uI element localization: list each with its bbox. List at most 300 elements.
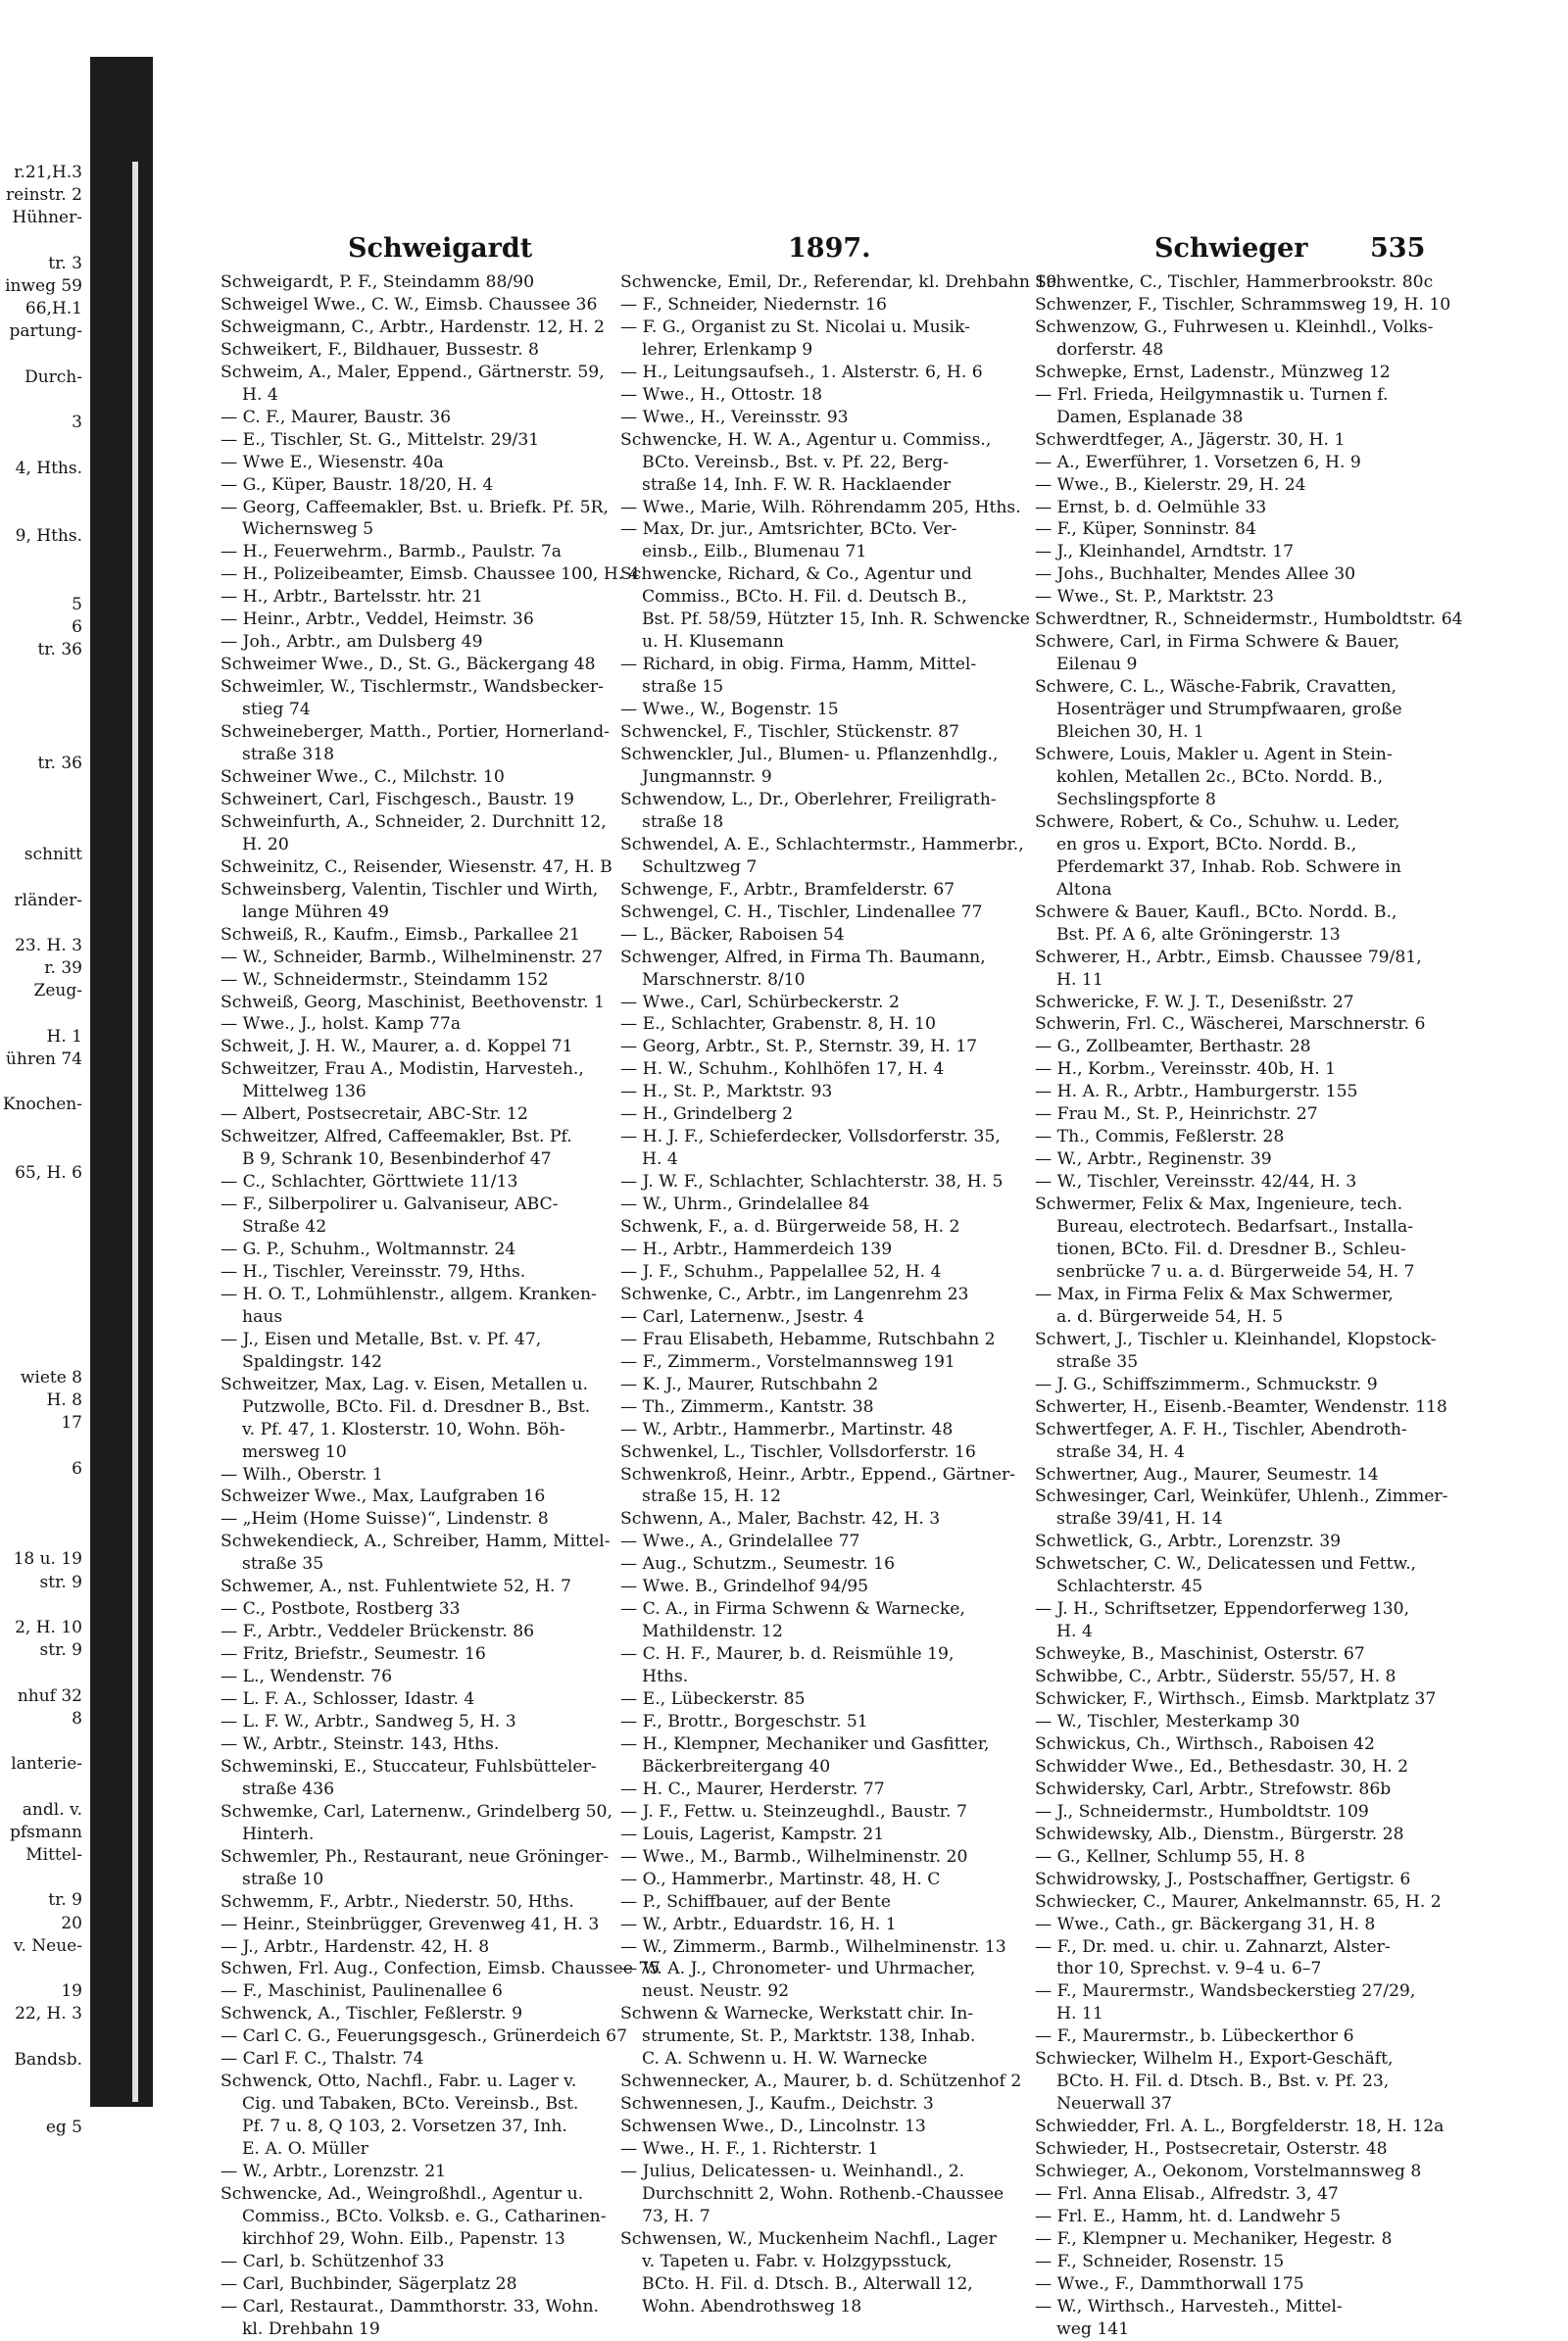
directory-entry-line: — Wwe., W., Bogenstr. 15 (620, 700, 839, 720)
directory-entry-line: — O., Hammerbr., Martinstr. 48, H. C (620, 1869, 941, 1889)
directory-entry-line: u. H. Klusemann (642, 632, 784, 653)
directory-entry-line: — Max, Dr. jur., Amtsrichter, BCto. Ver- (620, 519, 957, 540)
directory-entry-line: Altona (1056, 879, 1112, 900)
directory-entry-line: — J. F., Fettw. u. Steinzeughdl., Baustr. 7 (620, 1801, 967, 1822)
directory-entry-line: Schwemke, Carl, Laternenw., Grindelberg 50, (220, 1801, 612, 1822)
directory-entry-line: Schwengel, C. H., Tischler, Lindenallee 77 (620, 902, 983, 922)
directory-entry-line: Schwensen, W., Muckenheim Nachfl., Lager (620, 2228, 997, 2249)
directory-entry-line: Schwieger, A., Oekonom, Vorstelmannsweg 8 (1035, 2162, 1422, 2182)
directory-entry-line: Schwenge, F., Arbtr., Bramfelderstr. 67 (620, 879, 956, 900)
previous-page-fragment: v. Neue- (13, 1935, 82, 1956)
previous-page-fragment (0, 389, 86, 412)
directory-entry-line: — W., Arbtr., Hammerbr., Martinstr. 48 (620, 1419, 954, 1439)
previous-page-fragment (0, 685, 86, 707)
previous-page-fragment (0, 1435, 86, 1457)
directory-entry-line: Schweiß, R., Kaufm., Eimsb., Parkallee 21 (220, 924, 580, 945)
directory-entry-line: Schweinsberg, Valentin, Tischler und Wirth, (220, 879, 599, 900)
previous-page-fragment: tr. 3 (48, 253, 82, 273)
directory-entry-line: — J. W. F., Schlachter, Schlachterstr. 38, H. 5 (620, 1172, 1004, 1193)
previous-page-fragment: 19 (61, 1981, 82, 2002)
directory-entry-line: 73, H. 7 (642, 2206, 710, 2226)
directory-entry-line: Schwemler, Ph., Restaurant, neue Gröninger- (220, 1846, 610, 1867)
directory-entry-line: kirchhof 29, Wohn. Eilb., Papenstr. 13 (242, 2228, 565, 2249)
directory-entry-line: Schwerer, H., Arbtr., Eimsb. Chaussee 79/81, (1035, 947, 1422, 967)
directory-entry-line: Schwenckel, F., Tischler, Stückenstr. 87 (620, 722, 959, 743)
directory-entry-line: Schwermer, Felix & Max, Ingenieure, tech. (1035, 1195, 1403, 1215)
previous-page-edge (0, 162, 86, 2138)
previous-page-fragment: andl. v. (22, 1799, 82, 1820)
previous-page-fragment: nhuf 32 (17, 1685, 82, 1706)
directory-column-2 (620, 271, 1057, 2318)
directory-entry-line: Schwenck, A., Tischler, Feßlerstr. 9 (220, 2004, 523, 2024)
directory-entry-line: — L. F. A., Schlosser, Idastr. 4 (220, 1689, 475, 1710)
directory-entry-line: — E., Tischler, St. G., Mittelstr. 29/31 (220, 429, 540, 450)
directory-entry-line: Schweigardt, P. F., Steindamm 88/90 (220, 272, 535, 292)
directory-entry-line: Schultzweg 7 (642, 856, 758, 877)
directory-entry-line: — H., St. P., Marktstr. 93 (620, 1082, 833, 1102)
directory-entry-line: — Ernst, b. d. Oelmühle 33 (1035, 497, 1267, 517)
directory-entry-line: — Th., Zimmerm., Kantstr. 38 (620, 1396, 874, 1417)
previous-page-fragment (0, 571, 86, 594)
directory-entry-line: — J., Eisen und Metalle, Bst. v. Pf. 47, (220, 1329, 542, 1349)
directory-entry-line: B 9, Schrank 10, Besenbinderhof 47 (242, 1149, 552, 1170)
previous-page-fragment (0, 707, 86, 730)
directory-entry-line: — J. H., Schriftsetzer, Eppendorferweg 130, (1035, 1599, 1410, 1620)
directory-entry-line: Schwenckler, Jul., Blumen- u. Pflanzenhdlg., (620, 745, 999, 765)
directory-entry-line: Schwidewsky, Alb., Dienstm., Bürgerstr. 28 (1035, 1824, 1404, 1844)
directory-entry-line: straße 10 (242, 1869, 324, 1889)
previous-page-fragment: rländer- (14, 890, 82, 910)
directory-entry-line: — Fritz, Briefstr., Seumestr. 16 (220, 1644, 486, 1665)
directory-entry-line: — J., Arbtr., Hardenstr. 42, H. 8 (220, 1936, 490, 1957)
directory-entry-line: — A., Ewerführer, 1. Vorsetzen 6, H. 9 (1035, 452, 1361, 472)
directory-entry-line: Mathildenstr. 12 (642, 1622, 783, 1642)
directory-entry-line: — F., Küper, Sonninstr. 84 (1035, 519, 1256, 540)
binding-shadow (90, 57, 153, 2107)
directory-entry-line: BCto. H. Fil. d. Dtsch. B., Bst. v. Pf. 23, (1056, 2072, 1390, 2092)
directory-entry-line: — Joh., Arbtr., am Dulsberg 49 (220, 632, 483, 653)
previous-page-fragment (0, 1003, 86, 1026)
directory-entry-line: Schwenkel, L., Tischler, Vollsdorferstr. 16 (620, 1441, 976, 1462)
previous-page-fragment: Mittel- (25, 1845, 82, 1866)
directory-entry-line: Schwencke, H. W. A., Agentur u. Commiss., (620, 429, 992, 450)
directory-entry-line: — F., Schneider, Niedernstr. 16 (620, 294, 887, 315)
directory-entry-line: Schweit, J. H. W., Maurer, a. d. Koppel 71 (220, 1037, 573, 1057)
directory-entry-line: Schwidrowsky, J., Postschaffner, Gertigstr. 6 (1035, 1869, 1411, 1889)
directory-entry-line: H. 20 (242, 834, 289, 854)
directory-entry-line: — W., Tischler, Mesterkamp 30 (1035, 1712, 1300, 1731)
directory-entry-line: — W., Schneidermstr., Steindamm 152 (220, 969, 549, 990)
directory-entry-line: straße 15, H. 12 (642, 1487, 781, 1507)
directory-entry-line: BCto. H. Fil. d. Dtsch. B., Alterwall 12, (642, 2273, 973, 2294)
directory-entry-line: Schwenzer, F., Tischler, Schrammsweg 19, H. 10 (1035, 294, 1451, 315)
previous-page-fragment (0, 1594, 86, 1617)
directory-entry-line: — H., Klempner, Mechaniker und Gasfitter, (620, 1733, 990, 1754)
directory-entry-line: — W., Uhrm., Grindelallee 84 (620, 1195, 870, 1215)
directory-entry-line: — L. F. W., Arbtr., Sandweg 5, H. 3 (220, 1712, 516, 1731)
directory-entry-line: — Wwe., M., Barmb., Wilhelminenstr. 20 (620, 1846, 968, 1867)
directory-entry-line: — H., Tischler, Vereinsstr. 79, Hths. (220, 1261, 526, 1282)
directory-entry-line: Schwepke, Ernst, Ladenstr., Münzweg 12 (1035, 362, 1391, 382)
previous-page-fragment (0, 1253, 86, 1276)
directory-entry-line: Schwemm, F., Arbtr., Niederstr. 50, Hths. (220, 1891, 574, 1912)
directory-entry-line: — Wwe E., Wiesenstr. 40a (220, 452, 444, 472)
directory-entry-line: — H. O. T., Lohmühlenstr., allgem. Kranken- (220, 1284, 597, 1304)
directory-entry-line: Schweimler, W., Tischlermstr., Wandsbecker- (220, 677, 604, 698)
directory-entry-line: — Julius, Delicatessen- u. Weinhandl., 2. (620, 2162, 965, 2182)
previous-page-fragment (0, 775, 86, 798)
previous-page-fragment: H. 8 (46, 1390, 82, 1410)
directory-entry-line: Schwencke, Richard, & Co., Agentur und (620, 564, 972, 585)
directory-entry-line: mersweg 10 (242, 1441, 347, 1462)
directory-entry-line: — Frl. Anna Elisab., Alfredstr. 3, 47 (1035, 2184, 1339, 2205)
previous-page-fragment: partung- (9, 321, 82, 342)
directory-entry-line: — W., Arbtr., Lorenzstr. 21 (220, 2162, 447, 2182)
previous-page-fragment: 6 (72, 617, 82, 638)
directory-entry-line: straße 436 (242, 1779, 335, 1799)
directory-entry-line: einsb., Eilb., Blumenau 71 (642, 542, 867, 562)
directory-entry-line: straße 39/41, H. 14 (1056, 1509, 1223, 1530)
previous-page-fragment: r. 39 (44, 958, 82, 979)
directory-entry-line: — Th., Commis, Feßlerstr. 28 (1035, 1127, 1285, 1147)
directory-entry-line: Schlachterstr. 45 (1056, 1577, 1203, 1597)
previous-page-fragment: wiete 8 (20, 1367, 82, 1388)
directory-entry-line: weg 141 (1056, 2318, 1130, 2339)
directory-entry-line: Commiss., BCto. Volksb. e. G., Catharinen- (242, 2206, 607, 2226)
directory-entry-line: — Aug., Schutzm., Seumestr. 16 (620, 1554, 896, 1575)
previous-page-fragment (0, 1526, 86, 1548)
directory-entry-line: Sechslingspforte 8 (1056, 789, 1216, 809)
previous-page-fragment: r.21,H.3 (14, 163, 82, 182)
directory-entry-line: — F., Schneider, Rosenstr. 15 (1035, 2251, 1285, 2271)
directory-entry-line: Hinterh. (242, 1824, 315, 1844)
directory-entry-line: Damen, Esplanade 38 (1056, 407, 1244, 427)
previous-page-fragment (0, 912, 86, 935)
page-number: 535 (1370, 233, 1426, 264)
directory-entry-line: — W., Wirthsch., Harvesteh., Mittel- (1035, 2296, 1343, 2317)
previous-page-fragment: 20 (61, 1913, 82, 1933)
directory-entry-line: — W., Arbtr., Steinstr. 143, Hths. (220, 1733, 500, 1754)
directory-entry-line: Schwere, C. L., Wäsche-Fabrik, Cravatten, (1035, 677, 1397, 698)
directory-entry-line: — F., Maschinist, Paulinenallee 6 (220, 1981, 503, 2002)
previous-page-fragment: Bandsb. (14, 2049, 82, 2070)
directory-entry-line: — J. F., Schuhm., Pappelallee 52, H. 4 (620, 1261, 942, 1282)
directory-entry-line: — Frau Elisabeth, Hebamme, Rutschbahn 2 (620, 1329, 996, 1349)
directory-entry-line: — L., Wendenstr. 76 (220, 1667, 393, 1687)
previous-page-fragment: inweg 59 (5, 276, 82, 297)
directory-entry-line: Schweinert, Carl, Fischgesch., Baustr. 19 (220, 789, 574, 809)
directory-entry-line: — Wwe., H. F., 1. Richterstr. 1 (620, 2139, 879, 2160)
directory-entry-line: — G., Zollbeamter, Berthastr. 28 (1035, 1037, 1311, 1057)
directory-entry-line: Schweitzer, Max, Lag. v. Eisen, Metallen u. (220, 1374, 589, 1394)
directory-entry-line: Schwieder, H., Postsecretair, Osterstr. 48 (1035, 2139, 1388, 2160)
directory-entry-line: — H., Arbtr., Hammerdeich 139 (620, 1239, 893, 1259)
directory-entry-line: C. A. Schwenn u. H. W. Warnecke (642, 2049, 928, 2070)
directory-entry-line: — W., Schneider, Barmb., Wilhelminenstr. 27 (220, 947, 604, 967)
previous-page-fragment (0, 1503, 86, 1526)
directory-entry-line: — C., Postbote, Rostberg 33 (220, 1599, 461, 1620)
directory-entry-line: — C. A., in Firma Schwenn & Warnecke, (620, 1599, 965, 1620)
directory-entry-line: — Wwe., Carl, Schürbeckerstr. 2 (620, 992, 900, 1012)
directory-entry-line: — Georg, Caffeemakler, Bst. u. Briefk. Pf. 5R, (220, 497, 609, 517)
previous-page-fragment: H. 1 (46, 1026, 82, 1047)
directory-entry-line: Schwennesen, J., Kaufm., Deichstr. 3 (620, 2094, 934, 2115)
directory-entry-line: Commiss., BCto. H. Fil. d. Deutsch B., (642, 587, 967, 608)
directory-entry-line: Eilenau 9 (1056, 655, 1138, 675)
directory-entry-line: straße 15 (642, 677, 724, 698)
previous-page-fragment (0, 1344, 86, 1367)
directory-entry-line: — Johs., Buchhalter, Mendes Allee 30 (1035, 564, 1356, 585)
directory-entry-line: tionen, BCto. Fil. d. Dresdner B., Schleu- (1056, 1239, 1406, 1259)
directory-entry-line: Schwendow, L., Dr., Oberlehrer, Freiligrath- (620, 789, 997, 809)
previous-page-fragment (0, 230, 86, 253)
directory-entry-line: Schweineberger, Matth., Portier, Hornerland- (220, 722, 610, 743)
directory-entry-line: — H., Polizeibeamter, Eimsb. Chaussee 100, H. 4 (220, 564, 640, 585)
previous-page-fragment (0, 1481, 86, 1503)
directory-entry-line: — H., Korbm., Vereinsstr. 40b, H. 1 (1035, 1059, 1337, 1080)
directory-entry-line: straße 18 (642, 811, 724, 832)
directory-entry-line: — Carl F. C., Thalstr. 74 (220, 2049, 424, 2070)
directory-entry-line: — H. C., Maurer, Herderstr. 77 (620, 1779, 885, 1799)
directory-entry-line: — F., Brottr., Borgeschstr. 51 (620, 1712, 868, 1731)
directory-entry-line: Schwencke, Ad., Weingroßhdl., Agentur u. (220, 2184, 584, 2205)
previous-page-fragment: 4, Hths. (15, 458, 82, 478)
directory-entry-line: Cig. und Tabaken, BCto. Vereinsb., Bst. (242, 2094, 579, 2115)
previous-page-fragment: tr. 36 (37, 754, 82, 774)
directory-entry-line: Bureau, electrotech. Bedarfsart., Installa- (1056, 1217, 1414, 1238)
previous-page-fragment: str. 9 (39, 1640, 82, 1661)
directory-entry-line: Schwekendieck, A., Schreiber, Hamm, Mittel- (220, 1532, 611, 1552)
directory-entry-line: — Heinr., Steinbrügger, Grevenweg 41, H. 3 (220, 1914, 600, 1934)
directory-entry-line: Putzwolle, BCto. Fil. d. Dresdner B., Bst. (242, 1396, 591, 1417)
directory-entry-line: — W., Arbtr., Eduardstr. 16, H. 1 (620, 1914, 897, 1934)
directory-column-3 (1035, 271, 1463, 2341)
previous-page-fragment (0, 480, 86, 503)
directory-entry-line: — H., Feuerwehrm., Barmb., Paulstr. 7a (220, 542, 563, 562)
directory-entry-line: H. 4 (1056, 1622, 1093, 1642)
previous-page-fragment: 9, Hths. (15, 526, 82, 547)
directory-entry-line: — H. A. R., Arbtr., Hamburgerstr. 155 (1035, 1082, 1358, 1102)
directory-entry-line: Schwensen Wwe., D., Lincolnstr. 13 (620, 2117, 926, 2137)
previous-page-fragment (0, 2072, 86, 2094)
directory-entry-line: Neuerwall 37 (1056, 2094, 1172, 2115)
directory-entry-line: Bst. Pf. 58/59, Hützter 15, Inh. R. Schwencke (642, 610, 1030, 630)
previous-page-fragment: eg 5 (45, 2118, 82, 2138)
previous-page-fragment: ühren 74 (5, 1049, 82, 1069)
previous-page-fragment: Zeug- (33, 981, 82, 1001)
directory-entry-line: — Louis, Lagerist, Kampstr. 21 (620, 1824, 885, 1844)
directory-entry-line: Schwertner, Aug., Maurer, Seumestr. 14 (1035, 1464, 1379, 1485)
directory-entry-line: — F., Silberpolirer u. Galvaniseur, ABC- (220, 1195, 559, 1215)
directory-entry-line: lehrer, Erlenkamp 9 (642, 339, 813, 360)
previous-page-fragment (0, 1117, 86, 1140)
previous-page-fragment (0, 1321, 86, 1343)
directory-entry-line: — Carl, Buchbinder, Sägerplatz 28 (220, 2273, 517, 2294)
directory-entry-line: — Wwe., A., Grindelallee 77 (620, 1532, 860, 1552)
directory-entry-line: — F., Zimmerm., Vorstelmannsweg 191 (620, 1351, 956, 1372)
previous-page-fragment: 23. H. 3 (15, 935, 82, 955)
directory-entry-line: Schwiecker, Wilhelm H., Export-Geschäft, (1035, 2049, 1394, 2070)
directory-entry-line: Schwickus, Ch., Wirthsch., Raboisen 42 (1035, 1733, 1375, 1754)
directory-entry-line: H. 4 (242, 384, 278, 405)
directory-entry-line: Schwicker, F., Wirthsch., Eimsb. Marktplatz 37 (1035, 1689, 1437, 1710)
directory-entry-line: Schweitzer, Alfred, Caffeemakler, Bst. Pf. (220, 1127, 572, 1147)
directory-entry-line: — Wwe., Cath., gr. Bäckergang 31, H. 8 (1035, 1914, 1376, 1934)
directory-entry-line: Schwendel, A. E., Schlachtermstr., Hammerbr., (620, 834, 1024, 854)
previous-page-fragment (0, 548, 86, 570)
directory-entry-line: Schweyke, B., Maschinist, Osterstr. 67 (1035, 1644, 1365, 1665)
directory-entry-line: Schweizer Wwe., Max, Laufgraben 16 (220, 1487, 546, 1507)
directory-entry-line: Jungmannstr. 9 (642, 766, 772, 787)
previous-page-fragment: Durch- (24, 366, 82, 387)
directory-entry-line: — F., Dr. med. u. chir. u. Zahnarzt, Alster- (1035, 1936, 1391, 1957)
directory-entry-line: Schwibbe, C., Arbtr., Süderstr. 55/57, H. 8 (1035, 1667, 1396, 1687)
directory-entry-line: thor 10, Sprechst. v. 9–4 u. 6–7 (1056, 1959, 1322, 1979)
directory-entry-line: neust. Neustr. 92 (642, 1981, 790, 2002)
directory-entry-line: — Wilh., Oberstr. 1 (220, 1464, 383, 1485)
directory-entry-line: haus (242, 1306, 283, 1327)
previous-page-fragment: 3 (72, 413, 82, 433)
directory-entry-line: — C. F., Maurer, Baustr. 36 (220, 407, 452, 427)
running-head-right: Schwieger (1154, 233, 1308, 264)
directory-entry-line: Hths. (642, 1667, 689, 1687)
directory-entry-line: — Max, in Firma Felix & Max Schwermer, (1035, 1284, 1394, 1304)
directory-entry-line: en gros u. Export, BCto. Nordd. B., (1056, 834, 1357, 854)
directory-entry-line: — J., Kleinhandel, Arndtstr. 17 (1035, 542, 1295, 562)
directory-entry-line: straße 35 (1056, 1351, 1139, 1372)
directory-entry-line: — Wwe. B., Grindelhof 94/95 (620, 1577, 869, 1597)
directory-entry-line: Schwencke, Emil, Dr., Referendar, kl. Drehbahn 19 (620, 272, 1057, 292)
directory-entry-line: Schwemer, A., nst. Fuhlentwiete 52, H. 7 (220, 1577, 571, 1597)
directory-entry-line: Schwetlick, G., Arbtr., Lorenzstr. 39 (1035, 1532, 1342, 1552)
previous-page-fragment: 6 (72, 1458, 82, 1479)
previous-page-fragment (0, 344, 86, 366)
year-heading: 1897. (788, 233, 871, 264)
directory-entry-line: Schwere, Carl, in Firma Schwere & Bauer, (1035, 632, 1400, 653)
directory-entry-line: Schweinitz, C., Reisender, Wiesenstr. 47, H. B (220, 856, 612, 877)
directory-entry-line: Schwenke, C., Arbtr., im Langenrehm 23 (620, 1284, 969, 1304)
directory-entry-line: Schweiner Wwe., C., Milchstr. 10 (220, 766, 505, 787)
previous-page-fragment (0, 1185, 86, 1207)
directory-entry-line: H. 4 (642, 1149, 678, 1170)
previous-page-fragment (0, 2094, 86, 2117)
directory-entry-line: straße 14, Inh. F. W. R. Hacklaender (642, 474, 952, 495)
directory-entry-line: Schwerin, Frl. C., Wäscherei, Marschnerstr. 6 (1035, 1014, 1426, 1035)
directory-entry-line: — H., Leitungsaufseh., 1. Alsterstr. 6, H. 6 (620, 362, 983, 382)
directory-entry-line: Schwiedder, Frl. A. L., Borgfelderstr. 18, H. 12a (1035, 2117, 1445, 2137)
directory-entry-line: Schwere & Bauer, Kaufl., BCto. Nordd. B., (1035, 902, 1397, 922)
directory-entry-line: strumente, St. P., Marktstr. 138, Inhab. (642, 2026, 976, 2047)
previous-page-fragment: 65, H. 6 (15, 1162, 82, 1183)
directory-entry-line: lange Mühren 49 (242, 902, 389, 922)
directory-entry-line: — W., Arbtr., Reginenstr. 39 (1035, 1149, 1272, 1170)
directory-entry-line: — Frl. Frieda, Heilgymnastik u. Turnen f. (1035, 384, 1389, 405)
directory-entry-line: — Albert, Postsecretair, ABC-Str. 12 (220, 1104, 528, 1125)
previous-page-fragment: 2, H. 10 (15, 1618, 82, 1637)
directory-entry-line: BCto. Vereinsb., Bst. v. Pf. 22, Berg- (642, 452, 949, 472)
directory-entry-line: — J. G., Schiffszimmerm., Schmuckstr. 9 (1035, 1374, 1378, 1394)
directory-entry-line: Schwerdtner, R., Schneidermstr., Humboldtstr. 64 (1035, 610, 1463, 630)
directory-entry-line: dorferstr. 48 (1056, 339, 1164, 360)
previous-page-fragment (0, 799, 86, 821)
previous-page-fragment: 5 (72, 594, 82, 614)
directory-entry-line: Pferdemarkt 37, Inhab. Rob. Schwere in (1056, 856, 1401, 877)
previous-page-fragment: pfsmann (9, 1822, 82, 1842)
previous-page-fragment: str. 9 (39, 1572, 82, 1592)
directory-entry-line: — Frau M., St. P., Heinrichstr. 27 (1035, 1104, 1318, 1125)
directory-entry-line: — Wwe., J., holst. Kamp 77a (220, 1014, 462, 1035)
directory-entry-line: Schwerdtfeger, A., Jägerstr. 30, H. 1 (1035, 429, 1346, 450)
previous-page-fragment (0, 821, 86, 844)
directory-entry-line: Wohn. Abendrothsweg 18 (642, 2296, 862, 2317)
directory-entry-line: Schwericke, F. W. J. T., Desenißstr. 27 (1035, 992, 1354, 1012)
directory-entry-line: — Carl, b. Schützenhof 33 (220, 2251, 445, 2271)
previous-page-fragment (0, 434, 86, 457)
directory-entry-line: — Carl, Laternenw., Jsestr. 4 (620, 1306, 864, 1327)
previous-page-fragment (0, 2026, 86, 2049)
directory-entry-line: — F., Klempner u. Mechaniker, Hegestr. 8 (1035, 2228, 1393, 2249)
directory-entry-line: Straße 42 (242, 1217, 327, 1238)
previous-page-fragment: Hühner- (12, 208, 82, 228)
directory-entry-line: — Wwe., St. P., Marktstr. 23 (1035, 587, 1274, 608)
directory-entry-line: Durchschnitt 2, Wohn. Rothenb.-Chaussee (642, 2184, 1004, 2205)
directory-entry-line: — G. P., Schuhm., Woltmannstr. 24 (220, 1239, 516, 1259)
directory-entry-line: — H. W., Schuhm., Kohlhöfen 17, H. 4 (620, 1059, 945, 1080)
directory-entry-line: — Frl. E., Hamm, ht. d. Landwehr 5 (1035, 2206, 1342, 2226)
directory-entry-line: — Wwe., H., Ottostr. 18 (620, 384, 823, 405)
directory-entry-line: Schweitzer, Frau A., Modistin, Harvesteh., (220, 1059, 584, 1080)
previous-page-fragment (0, 1662, 86, 1684)
directory-entry-line: Schweim, A., Maler, Eppend., Gärtnerstr. 59, (220, 362, 605, 382)
directory-entry-line: — C., Schlachter, Görttwiete 11/13 (220, 1172, 518, 1193)
directory-entry-line: — W., Tischler, Vereinsstr. 42/44, H. 3 (1035, 1172, 1357, 1193)
previous-page-fragment (0, 866, 86, 889)
directory-entry-line: Schweinfurth, A., Schneider, 2. Durchnitt 12, (220, 811, 607, 832)
directory-entry-line: — W., Zimmerm., Barmb., Wilhelminenstr. 13 (620, 1936, 1006, 1957)
directory-entry-line: — F., Maurermstr., Wandsbeckerstieg 27/29, (1035, 1981, 1416, 2002)
directory-entry-line: straße 318 (242, 745, 335, 765)
directory-entry-line: — F. G., Organist zu St. Nicolai u. Musik- (620, 317, 970, 337)
directory-entry-line: Bäckerbreitergang 40 (642, 1756, 831, 1777)
directory-entry-line: — Carl C. G., Feuerungsgesch., Grünerdeich 67 (220, 2026, 628, 2047)
directory-entry-line: Schwenkroß, Heinr., Arbtr., Eppend., Gärtner- (620, 1464, 1016, 1485)
directory-entry-line: Schwenn, A., Maler, Bachstr. 42, H. 3 (620, 1509, 941, 1530)
directory-entry-line: — K. J., Maurer, Rutschbahn 2 (620, 1374, 879, 1394)
directory-entry-line: — F., Arbtr., Veddeler Brückenstr. 86 (220, 1622, 535, 1642)
directory-entry-line: — H., Grindelberg 2 (620, 1104, 794, 1125)
directory-entry-line: Schwertfeger, A. F. H., Tischler, Abendroth- (1035, 1419, 1407, 1439)
previous-page-fragment (0, 1140, 86, 1162)
previous-page-fragment: schnitt (24, 845, 82, 865)
directory-entry-line: straße 35 (242, 1554, 324, 1575)
previous-page-fragment (0, 1958, 86, 1980)
previous-page-fragment: 22, H. 3 (15, 2004, 82, 2024)
previous-page-fragment (0, 1231, 86, 1253)
directory-entry-line: Schwesinger, Carl, Weinküfer, Uhlenh., Zimmer- (1035, 1487, 1448, 1507)
previous-page-fragment: 66,H.1 (24, 299, 82, 319)
directory-entry-line: Schwennecker, A., Maurer, b. d. Schützenhof 2 (620, 2072, 1022, 2092)
directory-entry-line: — F., Maurermstr., b. Lübeckerthor 6 (1035, 2026, 1354, 2047)
directory-entry-line: — E., Schlachter, Grabenstr. 8, H. 10 (620, 1014, 936, 1035)
previous-page-fragment: 18 u. 19 (13, 1549, 82, 1570)
directory-entry-line: Schwen, Frl. Aug., Confection, Eimsb. Chaussee 75 (220, 1959, 661, 1979)
directory-entry-line: E. A. O. Müller (242, 2139, 368, 2160)
directory-entry-line: Schwentke, C., Tischler, Hammerbrookstr. 80c (1035, 272, 1434, 292)
directory-entry-line: Schwenk, F., a. d. Bürgerweide 58, H. 2 (620, 1217, 960, 1238)
directory-entry-line: — Georg, Arbtr., St. P., Sternstr. 39, H. 17 (620, 1037, 978, 1057)
directory-entry-line: Schwerter, H., Eisenb.-Beamter, Wendenstr. 118 (1035, 1396, 1447, 1417)
directory-entry-line: Mittelweg 136 (242, 1082, 367, 1102)
